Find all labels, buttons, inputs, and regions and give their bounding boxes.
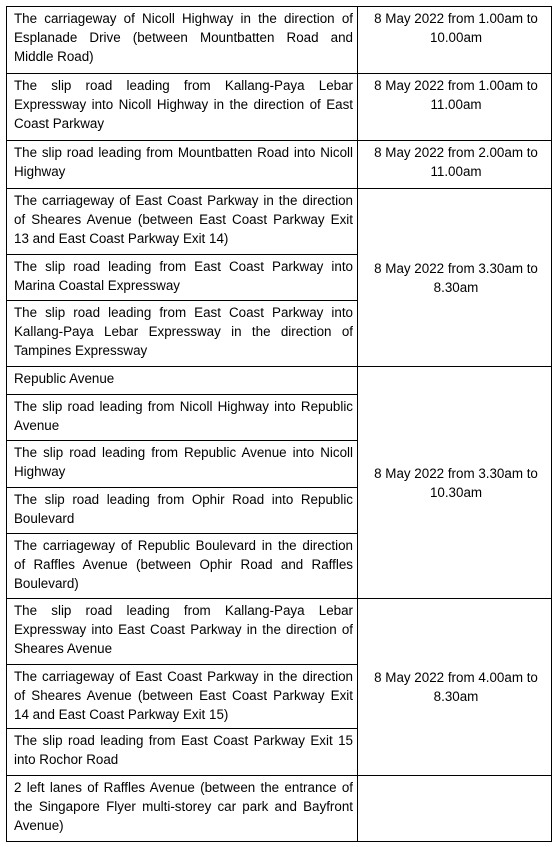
road-cell: The slip road leading from Nicoll Highway into Republic Avenue (7, 395, 358, 441)
closure-time-cell (358, 776, 552, 842)
table-row (7, 7, 552, 74)
road-cell: The carriageway of East Coast Parkway in the direction of Sheares Avenue (between East Coast Parkway Exit 13 and East Coast Parkway Exit 14) (7, 189, 358, 255)
road-cell: The slip road leading from East Coast Parkway into Kallang-Paya Lebar Expressway in the direction of Tampines Expressway (7, 301, 358, 367)
road-closure-table (6, 6, 552, 842)
table-row (7, 776, 552, 842)
closure-time-cell: 8 May 2022 from 1.00am to 10.00am (358, 7, 552, 74)
closure-time-cell: 8 May 2022 from 3.30am to 10.30am (358, 367, 552, 599)
closure-time-cell: 8 May 2022 from 1.00am to 11.00am (358, 74, 552, 141)
road-cell: The carriageway of Republic Boulevard in the direction of Raffles Avenue (between Ophir Road and Raffles Boulevard) (7, 534, 358, 599)
road-cell: The slip road leading from Kallang-Paya Lebar Expressway into Nicoll Highway in the direction of East Coast Parkway (7, 74, 358, 141)
closure-time-cell: 8 May 2022 from 3.30am to 8.30am (358, 189, 552, 367)
road-cell: The carriageway of Nicoll Highway in the direction of Esplanade Drive (between Mountbatten Road and Middle Road) (7, 7, 358, 74)
road-cell: 2 left lanes of Raffles Avenue (between the entrance of the Singapore Flyer multi-storey car park and Bayfront Avenue) (7, 776, 358, 842)
table-row (7, 74, 552, 141)
closure-time-cell: 8 May 2022 from 4.00am to 8.30am (358, 599, 552, 776)
table-row (7, 367, 552, 395)
road-cell: The slip road leading from East Coast Parkway into Marina Coastal Expressway (7, 255, 358, 301)
road-cell: The slip road leading from Kallang-Paya Lebar Expressway into East Coast Parkway in the direction of Sheares Avenue (7, 599, 358, 665)
table-row (7, 141, 552, 189)
table-row (7, 599, 552, 665)
road-cell: The slip road leading from Republic Avenue into Nicoll Highway (7, 441, 358, 488)
road-cell: The slip road leading from Ophir Road into Republic Boulevard (7, 488, 358, 534)
road-cell: The slip road leading from Mountbatten Road into Nicoll Highway (7, 141, 358, 189)
road-cell: Republic Avenue (7, 367, 358, 395)
table-row (7, 189, 552, 255)
road-cell: The carriageway of East Coast Parkway in the direction of Sheares Avenue (between East Coast Parkway Exit 14 and East Coast Parkway Exit 15) (7, 665, 358, 729)
closure-time-cell: 8 May 2022 from 2.00am to 11.00am (358, 141, 552, 189)
road-cell: The slip road leading from East Coast Parkway Exit 15 into Rochor Road (7, 729, 358, 776)
